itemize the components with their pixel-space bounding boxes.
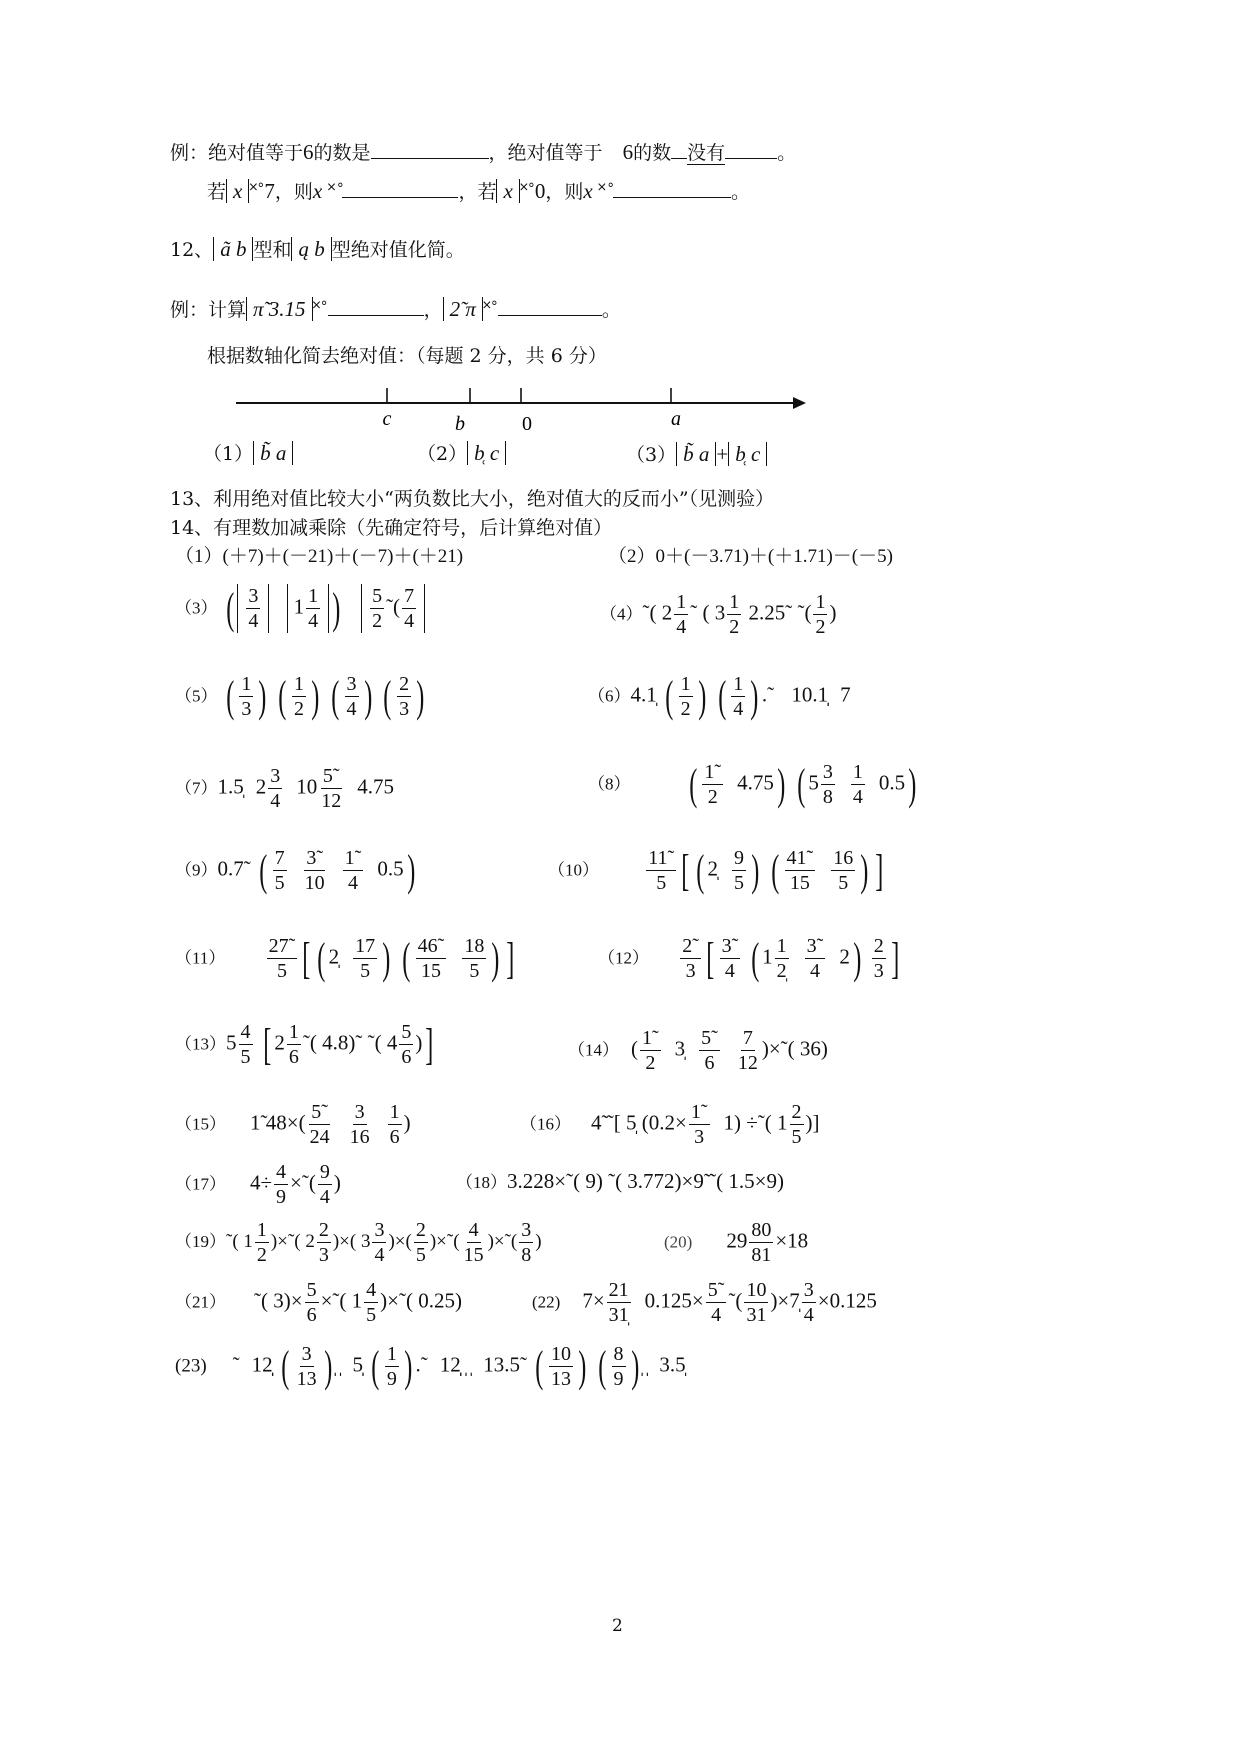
text: ˜: [232, 1352, 240, 1377]
item-number: (22): [532, 1292, 561, 1312]
text: 3: [685, 960, 696, 982]
problem-22: [532, 1278, 877, 1327]
text: 1) ÷˜( 1: [723, 1110, 788, 1135]
text: 3.5̩: [659, 1352, 686, 1377]
text: 1: [293, 673, 304, 695]
text: 2: [729, 616, 740, 638]
text: 9: [276, 1186, 287, 1208]
text: 4: [240, 1021, 251, 1043]
item-number: （13）: [175, 1034, 226, 1054]
text: 5: [226, 1030, 237, 1055]
text: 27˜: [268, 935, 296, 957]
text: 31: [746, 1304, 767, 1326]
item-number: （12）: [598, 948, 649, 968]
text: 4: [724, 960, 735, 982]
text: 4: [733, 698, 744, 720]
number-line: [0, 0, 1241, 440]
text: 3: [241, 698, 252, 720]
text: 1: [680, 673, 691, 695]
text: 1: [386, 1343, 397, 1365]
text: )×7̩: [770, 1288, 800, 1313]
text: 5: [360, 960, 371, 982]
text: 4: [346, 698, 357, 720]
text: 41˜: [786, 847, 814, 869]
text: 3: [374, 1219, 385, 1241]
text: 3̩: [674, 1036, 686, 1061]
text: 17: [355, 935, 376, 957]
text: 5˜: [707, 1279, 725, 1301]
text: 9: [733, 847, 744, 869]
problem-6: （6）4.1̩ ( $\frac{1}{2}$ ) ( $\frac{1}{4}$ ) .˜ 10.1̩̩ 7: [588, 671, 851, 721]
problem-7: [175, 764, 394, 813]
text: 7: [840, 682, 851, 707]
text: 的数是: [313, 142, 371, 164]
label-a: a: [671, 408, 681, 430]
text: 7: [404, 585, 415, 607]
text: 14、有理数加减乘除（先确定符号，后计算绝对值）: [170, 517, 613, 539]
text: 5: [656, 872, 667, 894]
text: 5: [733, 872, 744, 894]
text: .˜: [761, 682, 775, 707]
text: 3: [248, 585, 259, 607]
text: 5: [808, 770, 819, 795]
text: 8: [521, 1244, 532, 1266]
problem-8: （8） ( $\frac{1˜}{2}$ 4.75) ( 5 $\frac{3}{8}$ $\frac{1}{4}$ 0.5): [588, 759, 917, 809]
text: ˜ ( 3: [690, 600, 726, 625]
text: 10: [550, 1343, 571, 1365]
abs-expression: b̜ c: [467, 441, 506, 465]
text: 5: [469, 960, 480, 982]
text: 13: [550, 1368, 571, 1390]
text: 1.5̩: [217, 774, 244, 799]
text: 12、: [170, 239, 214, 261]
text: 2: [791, 1101, 802, 1123]
text: 9: [613, 1368, 624, 1390]
text: 13: [296, 1368, 317, 1390]
problem-10: （10） $\frac{11˜}{5}$ [ ( 2̩ $\frac{9}{5}$ ) ( $\frac{41˜}{15}$ $\frac{16}{5}$ ) ]: [548, 845, 884, 895]
text: 。: [601, 299, 621, 321]
text: 3: [318, 1244, 329, 1266]
text: 1: [776, 935, 787, 957]
text: ×18: [775, 1228, 809, 1253]
text: 10: [296, 774, 318, 799]
section-14-title: [170, 515, 612, 541]
text: 0.7˜: [217, 856, 251, 881]
abs-x: x: [226, 179, 249, 203]
text: 15: [789, 872, 810, 894]
text: 1: [293, 594, 305, 619]
text: ˜( 3)×: [254, 1288, 303, 1313]
text: 81: [751, 1244, 772, 1266]
text: ̩ ̩: [335, 1352, 341, 1377]
text: 2̩: [776, 960, 787, 982]
section-13: [170, 486, 774, 512]
text: 1˜: [690, 1101, 708, 1123]
text: 7: [742, 1027, 753, 1049]
problem-11: （11） $\frac{27˜}{5}$ [ ( 2̩ $\frac{17}{5}$ ) ( $\frac{46˜}{15}$ $\frac{18}{5}$ ) ]: [175, 933, 515, 983]
text: 6: [389, 1126, 400, 1148]
text: 5: [274, 872, 285, 894]
text: 2: [372, 610, 383, 632]
problem-21: [175, 1278, 462, 1327]
text: 4÷: [250, 1170, 273, 1195]
abs-x: x: [496, 179, 519, 203]
text: 4.75: [357, 774, 394, 799]
text: ，若: [458, 181, 497, 203]
text: 1: [729, 591, 740, 613]
text: 1: [241, 673, 252, 695]
text: 6: [306, 1304, 317, 1326]
text: 9: [386, 1368, 397, 1390]
abs-expression: π̃ 3.15: [246, 297, 313, 321]
text: 12: [321, 790, 342, 812]
text: ˜( 2: [642, 600, 673, 625]
abs-expression: ã b: [213, 237, 253, 261]
text: 6: [303, 140, 314, 164]
text: 型和: [253, 239, 292, 261]
text: 1̃ 48×(: [250, 1110, 306, 1135]
text: 3: [346, 673, 357, 695]
text: x ˟˚: [583, 179, 613, 203]
text: ˟˚: [482, 297, 498, 321]
text: 例：绝对值等于: [170, 142, 304, 164]
label-0: 0: [522, 413, 532, 435]
text: 6: [622, 140, 634, 164]
text: 根据数轴化简去绝对值：（每题 2 分，共 6 分）: [207, 345, 607, 367]
problem-16: [520, 1100, 820, 1149]
text: 80: [751, 1219, 772, 1241]
problem-1: [175, 544, 463, 570]
item-number: （15）: [175, 1114, 226, 1134]
text: 4: [468, 1219, 479, 1241]
problem-13: （13）5 $\frac{4}{5}$ [ 2 $\frac{1}{6}$ ˜( 4.8)˜ ˜( 4 $\frac{5}{6}$ )]: [175, 1019, 434, 1069]
item-number: （5）: [175, 686, 218, 706]
text: ，则: [545, 181, 584, 203]
number-line-item-2: [417, 441, 506, 467]
text: 2̩: [707, 856, 718, 881]
item-number: （16）: [520, 1114, 571, 1134]
text: ˜(: [386, 594, 401, 619]
text: 16: [833, 847, 854, 869]
text: 24: [309, 1126, 330, 1148]
text: 12: [737, 1052, 758, 1074]
text: ˜(: [728, 1288, 743, 1313]
text: 21: [608, 1279, 629, 1301]
problem-18: [456, 1168, 784, 1196]
text: 5˜: [311, 1101, 328, 1123]
text: 1: [389, 1101, 400, 1123]
text: 1˜: [344, 847, 362, 869]
text: 7: [274, 847, 285, 869]
text: 5: [372, 585, 383, 607]
text: (: [631, 1036, 638, 1061]
text: 18: [464, 935, 485, 957]
text: 3.228×˜( 9) ˜( 3.772)×9̃ ˜( 1.5×9): [507, 1169, 784, 1193]
text: 7×: [582, 1288, 605, 1313]
text: 0.125×: [644, 1288, 704, 1313]
text: 2: [415, 1219, 426, 1241]
text: 12̩̩ ̩ ̩: [439, 1352, 472, 1377]
text: 3: [354, 1101, 365, 1123]
text: 10: [304, 872, 325, 894]
abs-expression: b̃ a: [676, 442, 716, 466]
problem-3: （3） ( $\frac{3}{4}$ 1 $\frac{1}{4}$ ) $\frac{5}{2}$ ˜( $\frac{7}{4}$: [175, 584, 425, 633]
arrow-icon: [793, 397, 806, 409]
text: 4: [374, 1244, 385, 1266]
text: 3˜: [806, 935, 824, 957]
text: 1: [852, 761, 863, 783]
text: 3˜: [306, 847, 323, 869]
problem-20: [664, 1218, 808, 1267]
text: 5: [306, 1279, 317, 1301]
text: 若: [207, 181, 227, 203]
text: 2.25˜ ˜(: [743, 600, 812, 625]
text: 2˜: [682, 935, 699, 957]
text: ，绝对值等于: [488, 142, 603, 164]
text: 9: [319, 1161, 330, 1183]
text: 5: [791, 1126, 802, 1148]
problem-12: （12） $\frac{2˜}{3}$ [ $\frac{3˜}{4}$ ( 1 $\frac{1}{2̩}$ $\frac{3˜}{4}$ 2) $\frac{2}{3}$ ]: [598, 933, 900, 983]
text: 6: [401, 1046, 412, 1068]
item-number: （8）: [588, 774, 631, 794]
text: 10.1̩̩: [791, 682, 829, 707]
text: )×˜(: [429, 1230, 460, 1252]
problem-5: （5） ( $\frac{1}{3}$ ) ( $\frac{1}{2}$ ) ( $\frac{3}{4}$ ) ( $\frac{2}{3}$ ): [175, 671, 425, 721]
page-number: 2: [612, 1616, 623, 1636]
item-number: （3）: [175, 598, 218, 618]
problem-2: [608, 544, 893, 570]
text: 3: [822, 761, 833, 783]
text: 的数: [633, 142, 672, 164]
item-number: （9）: [175, 860, 218, 880]
text: 13、利用绝对值比较大小“两负数比大小，绝对值大的反而小”（见测验）: [170, 488, 775, 510]
text: 4: [276, 1161, 287, 1183]
text: ): [403, 1110, 411, 1135]
text: 4: [270, 790, 281, 812]
text: 1: [815, 591, 826, 613]
text: 6: [704, 1052, 715, 1074]
abs-expression: b̜ c: [728, 442, 767, 466]
text: ˜( 1: [226, 1230, 253, 1252]
text: 6: [288, 1046, 299, 1068]
text: ，则: [274, 181, 313, 203]
text: 3: [399, 698, 410, 720]
text: 2: [293, 698, 304, 720]
text: 4: [809, 960, 820, 982]
text: 3: [873, 960, 884, 982]
text: 2: [645, 1052, 656, 1074]
text: 3: [301, 1343, 312, 1365]
text: 31̩: [608, 1304, 629, 1326]
text: )×˜( 0.25): [380, 1288, 462, 1313]
text: 4: [676, 616, 687, 638]
text: （2）0＋(－3.71)＋(＋1.71)－(－5): [608, 546, 893, 567]
text: )×(: [388, 1230, 412, 1252]
label-b: b: [455, 413, 465, 435]
text: 5: [838, 872, 849, 894]
text: 29: [726, 1228, 748, 1253]
text: 2: [707, 786, 718, 808]
text: 4̃ ˜[ 5̩ (0.2×: [591, 1110, 687, 1135]
item-number: （6）: [588, 686, 631, 706]
text: 0.5: [878, 770, 906, 795]
text: 3: [270, 765, 281, 787]
text: 4.1̩: [630, 682, 657, 707]
text: 2̩: [328, 944, 340, 969]
item-number: （10）: [548, 860, 599, 880]
text: ): [829, 600, 837, 625]
item-number: （3）: [626, 444, 677, 466]
text: ̩ ̩: [642, 1352, 648, 1377]
text: 11˜: [648, 847, 675, 869]
text: ×˜( 1: [320, 1288, 363, 1313]
text: 。: [730, 181, 750, 203]
text: 4: [404, 610, 415, 632]
text: +: [716, 442, 729, 466]
text: ˟˚7: [249, 179, 275, 203]
text: 8: [822, 786, 833, 808]
problem-15: [175, 1100, 411, 1149]
text: 1: [733, 673, 744, 695]
text: 5˜: [701, 1027, 718, 1049]
text: 5: [401, 1021, 412, 1043]
text: ): [535, 1230, 542, 1252]
label-c: c: [382, 408, 392, 430]
answer-none: 没有: [687, 142, 726, 164]
text: )×˜( 36): [761, 1036, 828, 1061]
text: 5: [240, 1046, 251, 1068]
text: 例：计算: [170, 299, 247, 321]
problem-4: [600, 590, 836, 639]
text: 1˜: [642, 1027, 659, 1049]
abs-expression: 2̃ π: [443, 297, 483, 321]
text: 4: [319, 1186, 330, 1208]
text: 15: [463, 1244, 484, 1266]
text: x ˟˚: [312, 179, 343, 203]
text: ×0.125: [817, 1288, 877, 1313]
text: 1: [288, 1021, 299, 1043]
text: 10: [746, 1279, 767, 1301]
problem-17: [175, 1160, 341, 1209]
text: 4: [248, 610, 259, 632]
text: 1: [762, 944, 773, 969]
item-number: （18）: [456, 1173, 507, 1192]
text: 0.5: [377, 856, 404, 881]
text: 4: [852, 786, 863, 808]
text: 2: [680, 698, 691, 720]
text: 2: [815, 616, 826, 638]
item-number: （7）: [175, 778, 218, 798]
text: 2: [255, 774, 267, 799]
text: .˜: [415, 1352, 428, 1377]
text: 2: [873, 935, 884, 957]
text: 型绝对值化简。: [331, 239, 465, 261]
text: 15: [421, 960, 441, 982]
item-number: （17）: [175, 1174, 226, 1194]
text: 2: [274, 1030, 285, 1055]
item-number: （14）: [568, 1040, 619, 1060]
text: 12̩̩: [251, 1352, 273, 1377]
text: 4: [803, 1304, 814, 1326]
text: 4.75: [737, 770, 774, 795]
text: 5: [276, 960, 287, 982]
item-number: （4）: [600, 604, 643, 624]
abs-expression: b̃ a: [253, 441, 293, 465]
text: 2: [399, 673, 410, 695]
text: 5: [415, 1244, 426, 1266]
item-number: （2）: [417, 443, 468, 465]
item-number: （11）: [175, 948, 226, 968]
number-line-item-3: [626, 441, 767, 468]
item-number: (20): [664, 1232, 693, 1252]
text: 3: [803, 1279, 814, 1301]
text: )×˜( 2: [270, 1230, 315, 1252]
text: 16: [349, 1126, 370, 1148]
text: 1: [308, 585, 319, 607]
text: 5̩̩: [352, 1352, 363, 1377]
text: 1: [256, 1219, 267, 1241]
text: 4: [347, 872, 358, 894]
text: 。: [777, 142, 797, 164]
text: 13.5˜: [483, 1352, 528, 1377]
text: 3: [694, 1126, 705, 1148]
item-number: （1）: [203, 443, 254, 465]
text: 4: [711, 1304, 722, 1326]
text: 1: [676, 591, 687, 613]
problem-14: [568, 1026, 828, 1075]
text: 46˜: [417, 935, 445, 957]
text: )×˜(: [487, 1230, 518, 1252]
text: 2: [839, 944, 850, 969]
text: 4: [308, 610, 319, 632]
item-number: （19）: [175, 1231, 226, 1251]
text: 1˜: [704, 761, 722, 783]
text: ): [333, 1170, 341, 1195]
problem-19: [175, 1218, 542, 1267]
text: ，: [423, 299, 443, 321]
text: )×( 3: [332, 1230, 371, 1252]
text: （1）(＋7)＋(－21)＋(－7)＋(＋21): [175, 546, 464, 567]
problem-9: （9）0.7˜ ( $\frac{7}{5}$ $\frac{3˜}{10}$ $\frac{1˜}{4}$ 0.5): [175, 845, 415, 895]
problem-23: (23) ˜ 12̩̩ ( $\frac{3}{13}$ ) ̩ ̩ 5̩̩ ( $\frac{1}{9}$ ) .˜ 12̩̩ ̩ ̩ 13.5˜ ( $\frac{10}{13}$ ) ( $\frac{8}{9}$ ) ̩ ̩ 3.5̩: [175, 1341, 686, 1391]
text: 3˜: [721, 935, 739, 957]
item-number: （21）: [175, 1292, 226, 1312]
text: ×˜(: [290, 1170, 316, 1195]
text: ˟˚: [312, 297, 328, 321]
text: 2: [318, 1219, 329, 1241]
item-number: (23): [175, 1355, 207, 1377]
text: )]: [805, 1110, 820, 1135]
number-line-item-1: [203, 441, 293, 467]
text: ˜( 4.8)˜ ˜( 4: [302, 1030, 398, 1055]
text: 8: [613, 1343, 624, 1365]
text: 5˜: [322, 765, 340, 787]
abs-expression: ą b: [291, 237, 331, 261]
text: 4: [366, 1279, 377, 1301]
text: 3: [521, 1219, 532, 1241]
text: 5: [366, 1304, 377, 1326]
text: 2: [256, 1244, 267, 1266]
text: ˟˚0: [519, 179, 546, 203]
